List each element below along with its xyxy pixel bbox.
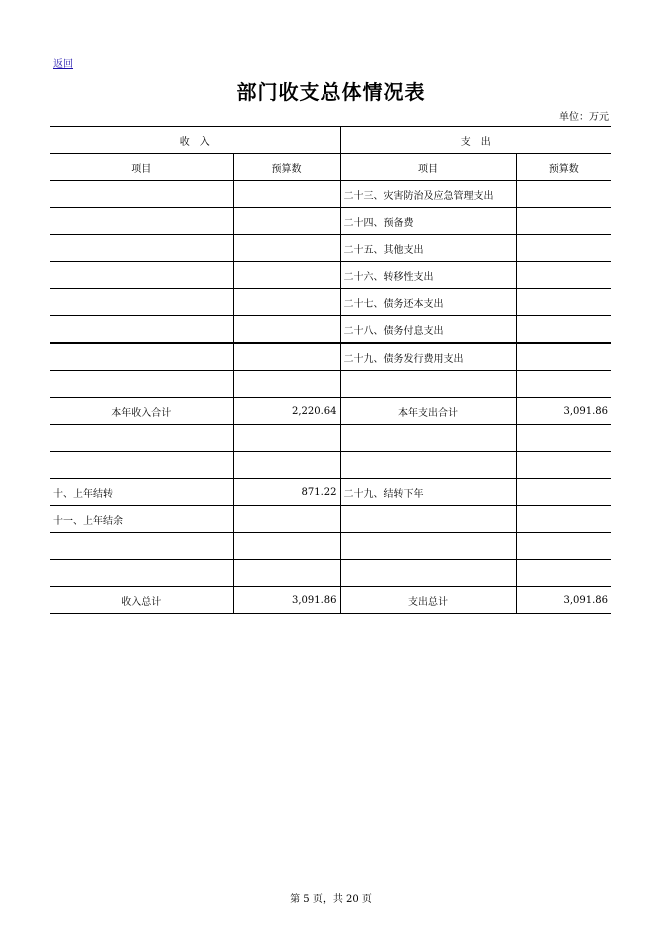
table-row <box>50 371 611 398</box>
income-item-cell: 收入总计 <box>50 587 233 614</box>
expense-item-cell: 二十九、债务发行费用支出 <box>340 343 516 371</box>
income-budget-cell <box>233 181 340 208</box>
income-budget-cell <box>233 452 340 479</box>
income-budget-cell <box>233 560 340 587</box>
income-budget-cell: 871.22 <box>233 479 340 506</box>
expense-budget-cell <box>516 262 611 289</box>
expense-budget-cell: 3,091.86 <box>516 587 611 614</box>
table-row <box>50 343 611 371</box>
income-item-cell <box>50 235 233 262</box>
expense-budget-header: 预算数 <box>516 154 611 181</box>
expense-item-cell: 二十三、灾害防治及应急管理支出 <box>340 181 516 208</box>
income-item-cell <box>50 181 233 208</box>
table-row <box>50 506 611 533</box>
income-item-cell <box>50 452 233 479</box>
income-budget-cell <box>233 235 340 262</box>
back-link[interactable]: 返回 <box>53 59 73 70</box>
income-budget-cell <box>233 343 340 371</box>
expense-budget-cell <box>516 479 611 506</box>
expense-item-cell: 二十七、债务还本支出 <box>340 289 516 316</box>
expense-budget-cell: 3,091.86 <box>516 398 611 425</box>
expense-item-cell <box>340 533 516 560</box>
income-budget-header: 预算数 <box>233 154 340 181</box>
expense-budget-cell <box>516 289 611 316</box>
expense-item-cell: 二十五、其他支出 <box>340 235 516 262</box>
income-item-cell: 本年收入合计 <box>50 398 233 425</box>
expense-item-cell: 二十八、债务付息支出 <box>340 316 516 344</box>
expense-item-header: 项目 <box>340 154 516 181</box>
table-row <box>50 398 611 425</box>
income-budget-cell: 3,091.86 <box>233 587 340 614</box>
section-header-row <box>50 127 611 154</box>
page-footer: 第 5 页，共 20 页 <box>290 894 372 905</box>
expense-budget-cell <box>516 452 611 479</box>
expense-budget-cell <box>516 371 611 398</box>
table-row <box>50 289 611 316</box>
expense-item-cell <box>340 425 516 452</box>
income-item-cell <box>50 425 233 452</box>
income-item-cell <box>50 343 233 371</box>
unit-label: 单位：万元 <box>559 112 609 123</box>
table-row <box>50 262 611 289</box>
expense-item-cell <box>340 371 516 398</box>
expense-budget-cell <box>516 316 611 344</box>
table-row <box>50 181 611 208</box>
table-row <box>50 208 611 235</box>
table-row <box>50 425 611 452</box>
income-budget-cell <box>233 208 340 235</box>
income-item-cell: 十一、上年结余 <box>50 506 233 533</box>
income-item-header: 项目 <box>50 154 233 181</box>
expense-budget-cell <box>516 533 611 560</box>
expense-budget-cell <box>516 343 611 371</box>
income-budget-cell <box>233 425 340 452</box>
expense-item-cell: 二十九、结转下年 <box>340 479 516 506</box>
table-row <box>50 479 611 506</box>
expense-budget-cell <box>516 506 611 533</box>
expense-header: 支 出 <box>340 127 611 154</box>
table-row <box>50 316 611 344</box>
expense-item-cell: 本年支出合计 <box>340 398 516 425</box>
table-row <box>50 587 611 614</box>
page-title: 部门收支总体情况表 <box>236 80 426 104</box>
table-row <box>50 452 611 479</box>
expense-budget-cell <box>516 235 611 262</box>
income-budget-cell <box>233 289 340 316</box>
table-row <box>50 235 611 262</box>
income-header: 收 入 <box>50 127 340 154</box>
income-budget-cell <box>233 262 340 289</box>
income-item-cell <box>50 533 233 560</box>
expense-budget-cell <box>516 560 611 587</box>
summary-table <box>50 126 611 614</box>
income-item-cell <box>50 289 233 316</box>
income-item-cell <box>50 560 233 587</box>
income-item-cell <box>50 262 233 289</box>
table-row <box>50 533 611 560</box>
income-budget-cell <box>233 506 340 533</box>
income-item-cell <box>50 316 233 344</box>
expense-item-cell <box>340 452 516 479</box>
expense-item-cell <box>340 560 516 587</box>
expense-item-cell <box>340 506 516 533</box>
income-budget-cell <box>233 371 340 398</box>
expense-item-cell: 二十四、预备费 <box>340 208 516 235</box>
income-item-cell <box>50 208 233 235</box>
expense-item-cell: 支出总计 <box>340 587 516 614</box>
income-item-cell: 十、上年结转 <box>50 479 233 506</box>
income-budget-cell: 2,220.64 <box>233 398 340 425</box>
column-header-row <box>50 154 611 181</box>
income-budget-cell <box>233 316 340 344</box>
income-item-cell <box>50 371 233 398</box>
expense-budget-cell <box>516 208 611 235</box>
table-row <box>50 560 611 587</box>
expense-item-cell: 二十六、转移性支出 <box>340 262 516 289</box>
expense-budget-cell <box>516 181 611 208</box>
income-budget-cell <box>233 533 340 560</box>
expense-budget-cell <box>516 425 611 452</box>
